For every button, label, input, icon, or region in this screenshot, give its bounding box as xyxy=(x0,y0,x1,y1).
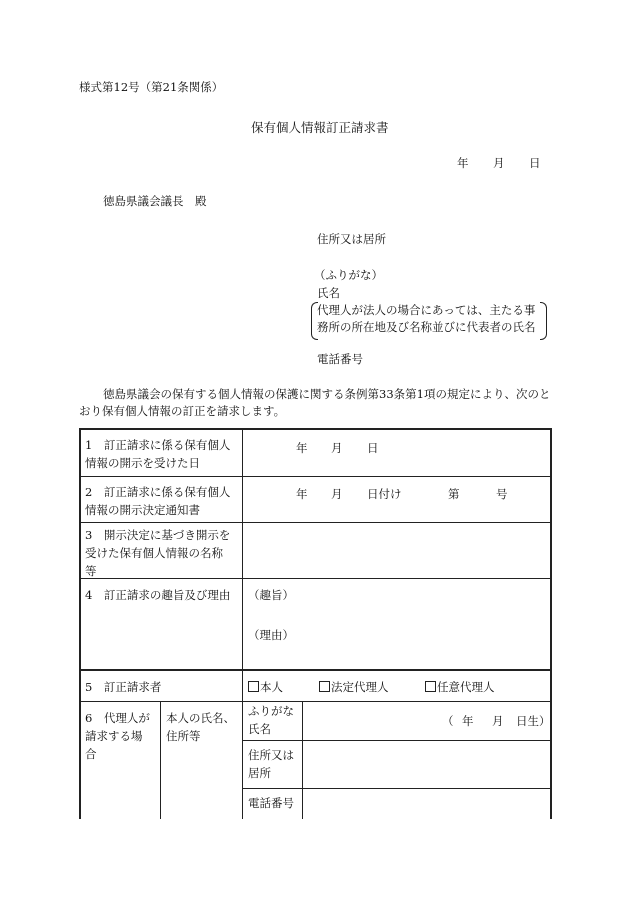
row2-label: 2 訂正請求に係る保有個人 情報の開示決定通知書 xyxy=(85,485,231,517)
row2-go: 号 xyxy=(496,487,508,501)
row2-dai: 第 xyxy=(448,487,460,501)
row4-label: 4 訂正請求の趣旨及び理由 xyxy=(85,588,231,602)
row6-phone-label: 電話番号 xyxy=(248,796,294,810)
requester-name-label: 氏名 xyxy=(317,286,340,300)
document-title: 保有個人情報訂正請求書 xyxy=(251,120,389,135)
row5-label: 5 訂正請求者 xyxy=(85,680,162,694)
option-legal-agent[interactable]: 法定代理人 xyxy=(319,680,389,695)
option-self[interactable]: 本人 xyxy=(248,680,283,695)
corporate-note-line1: 代理人が法人の場合にあっては、主たる事 xyxy=(317,303,536,317)
table-right-border xyxy=(550,428,552,819)
table-col-divider xyxy=(242,428,243,819)
table-left-border xyxy=(79,428,81,819)
row2-day: 日付け xyxy=(367,487,402,501)
birth-month: 月 xyxy=(492,714,504,728)
row3-label: 3 開示決定に基づき開示を 受けた保有個人情報の名称 等 xyxy=(85,528,231,578)
birth-open-paren: （ xyxy=(442,714,454,728)
row6-furigana-name-label: ふりがな 氏名 xyxy=(248,704,294,736)
requester-furigana-label: （ふりがな） xyxy=(314,268,383,282)
date-year-label: 年 xyxy=(457,156,469,170)
row4-reason: （理由） xyxy=(248,628,294,642)
row1-label: 1 訂正請求に係る保有個人 情報の開示を受けた日 xyxy=(85,438,231,470)
row-divider-5 xyxy=(79,701,552,702)
birth-day: 日生） xyxy=(516,714,551,728)
birth-year: 年 xyxy=(462,714,474,728)
row-divider-1 xyxy=(79,476,552,477)
row2-month: 月 xyxy=(331,487,343,501)
preamble-line1: 徳島県議会の保有する個人情報の保護に関する条例第33条第1項の規定により、次のと xyxy=(103,387,551,401)
row6-sub-label: 本人の氏名、 住所等 xyxy=(166,711,235,743)
row4-purpose: （趣旨） xyxy=(248,588,294,602)
addressee: 徳島県議会議長 殿 xyxy=(103,194,207,208)
requester-phone-label: 電話番号 xyxy=(317,352,363,366)
row1-month: 月 xyxy=(331,441,343,455)
date-day-label: 日 xyxy=(529,156,541,170)
row6-label: 6 代理人が 請求する場 合 xyxy=(85,711,150,761)
checkbox-icon[interactable] xyxy=(425,681,436,692)
preamble-line2: おり保有個人情報の訂正を請求します。 xyxy=(79,404,286,418)
row6-address-label: 住所又は 居所 xyxy=(248,748,294,780)
row1-day: 日 xyxy=(367,441,379,455)
checkbox-icon[interactable] xyxy=(248,681,259,692)
checkbox-icon[interactable] xyxy=(319,681,330,692)
row6-value-divider xyxy=(302,701,303,819)
requester-address-label: 住所又は居所 xyxy=(317,232,386,246)
date-month-label: 月 xyxy=(493,156,505,170)
row6-line-2 xyxy=(242,788,552,789)
row1-year: 年 xyxy=(296,441,308,455)
option-voluntary-agent[interactable]: 任意代理人 xyxy=(425,680,495,695)
note-bracket-right xyxy=(540,302,547,340)
row2-year: 年 xyxy=(296,487,308,501)
row-divider-2 xyxy=(79,522,552,523)
row-divider-4 xyxy=(79,669,552,671)
corporate-note-line2: 務所の所在地及び名称並びに代表者の氏名 xyxy=(317,320,536,334)
form-number: 様式第12号（第21条関係） xyxy=(79,80,224,94)
row6-line-1 xyxy=(242,740,552,741)
row6-sub-divider xyxy=(160,701,161,819)
table-top-border xyxy=(79,428,552,430)
